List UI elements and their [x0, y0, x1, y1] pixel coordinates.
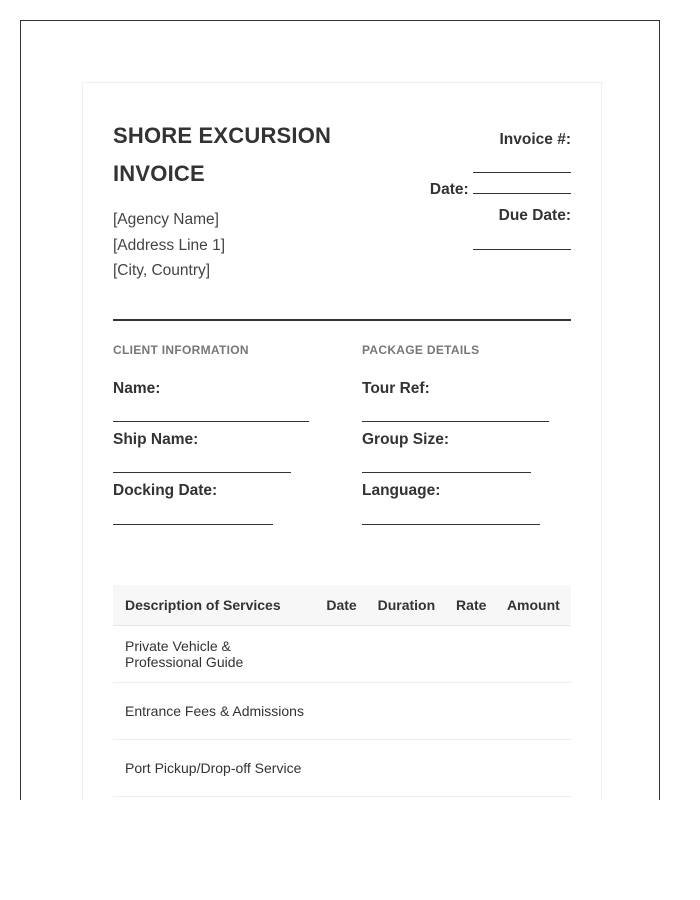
- agency-city-country: [City, Country]: [113, 262, 211, 279]
- due-date-line[interactable]: [473, 249, 571, 250]
- header-rate: Rate: [447, 585, 496, 626]
- tour-ref-label: Tour Ref:: [362, 380, 430, 397]
- date-line[interactable]: [473, 192, 571, 194]
- header-amount: Amount: [496, 585, 571, 626]
- client-name-line[interactable]: [113, 421, 309, 422]
- services-table: [113, 585, 571, 797]
- invoice-sheet: [82, 82, 602, 800]
- service-rate: [447, 683, 496, 740]
- ship-name-label: Ship Name:: [113, 431, 199, 448]
- header-duration: Duration: [366, 585, 447, 626]
- service-date: [317, 740, 366, 797]
- header-description: Description of Services: [113, 585, 317, 626]
- service-amount: [496, 683, 571, 740]
- client-name-label: Name:: [113, 380, 161, 397]
- service-duration: [366, 626, 447, 683]
- service-amount: [496, 740, 571, 797]
- package-details-heading: PACKAGE DETAILS: [362, 343, 480, 357]
- table-row: [113, 683, 571, 740]
- invoice-number-line[interactable]: [473, 172, 571, 173]
- service-date: [317, 683, 366, 740]
- date-label: Date:: [429, 181, 469, 198]
- invoice-title: SHORE EXCURSION INVOICE: [113, 123, 332, 186]
- docking-date-label: Docking Date:: [113, 482, 218, 499]
- group-size-line[interactable]: [362, 472, 531, 473]
- language-label: Language:: [362, 482, 441, 499]
- service-description: Entrance Fees & Admissions: [113, 683, 317, 740]
- invoice-number-label: Invoice #:: [499, 131, 571, 148]
- service-rate: [447, 740, 496, 797]
- agency-name: [Agency Name]: [113, 211, 219, 228]
- docking-date-line[interactable]: [113, 524, 273, 525]
- services-table-header: [113, 585, 571, 626]
- service-rate: [447, 626, 496, 683]
- group-size-label: Group Size:: [362, 431, 449, 448]
- client-info-heading: CLIENT INFORMATION: [113, 343, 249, 357]
- service-description: Port Pickup/Drop-off Service: [113, 740, 317, 797]
- service-duration: [366, 740, 447, 797]
- document-viewport: [20, 20, 660, 800]
- due-date-label: Due Date:: [498, 207, 571, 224]
- table-row: [113, 740, 571, 797]
- header-divider: [113, 319, 571, 321]
- table-row: [113, 626, 571, 683]
- tour-ref-line[interactable]: [362, 421, 549, 422]
- ship-name-line[interactable]: [113, 472, 291, 473]
- agency-block: [113, 207, 225, 284]
- agency-address: [Address Line 1]: [113, 236, 226, 254]
- date-row: [430, 181, 571, 199]
- header-date: Date: [317, 585, 366, 626]
- service-amount: [496, 626, 571, 683]
- service-date: [317, 626, 366, 683]
- language-line[interactable]: [362, 524, 540, 525]
- service-description: Private Vehicle & Professional Guide: [113, 626, 317, 683]
- service-duration: [366, 683, 447, 740]
